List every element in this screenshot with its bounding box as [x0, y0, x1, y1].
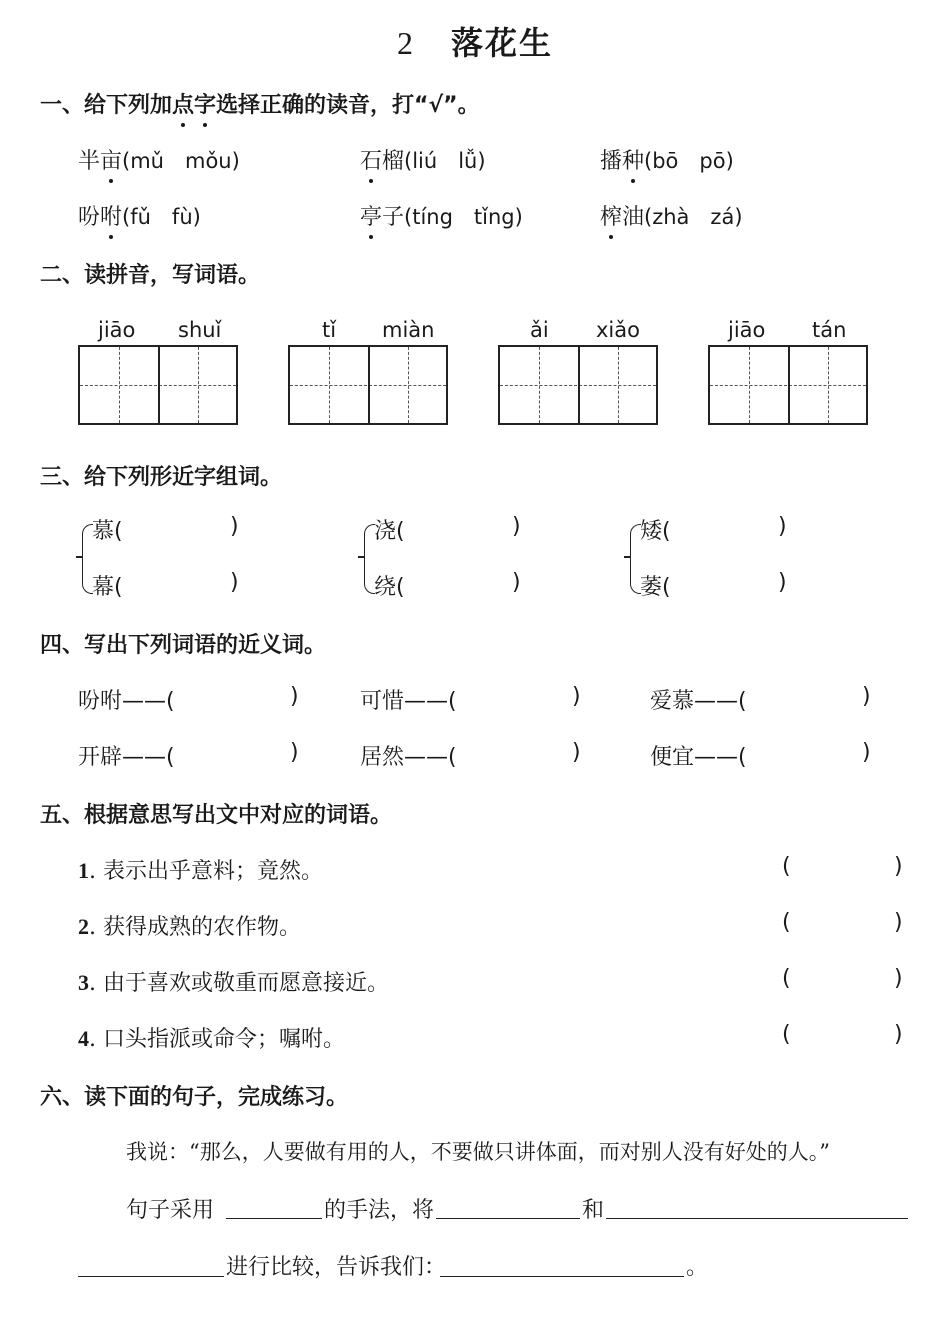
fill-text: 。	[686, 1255, 709, 1280]
fill-text: 进行比较，告诉我们：	[226, 1255, 447, 1280]
page-title	[0, 18, 950, 64]
pinyin-label: miàn	[382, 318, 435, 342]
definition-item	[78, 1022, 345, 1053]
section-2-heading: 二、读拼音，写词语。	[40, 263, 261, 288]
synonym-item: 开辟——(	[78, 745, 175, 770]
lesson-title: 落花生	[450, 24, 553, 62]
pinyin-options: (bō pō)	[644, 149, 734, 173]
reading-item[interactable]	[360, 144, 486, 175]
quote-sentence: 我说：“那么，人要做有用的人，不要做只讲体面，而对别人没有好处的人。”	[126, 1140, 830, 1164]
writing-grid[interactable]	[708, 345, 868, 425]
item-char: 播	[600, 149, 623, 174]
dotted-char: 榨	[600, 200, 622, 231]
open-paren: (	[782, 854, 791, 879]
item-char: 子	[382, 205, 405, 230]
answer-blank[interactable]	[78, 1276, 224, 1277]
pinyin-label: tán	[812, 318, 847, 342]
word-group-bottom: 绕(	[374, 575, 405, 600]
item-number: 4	[78, 1026, 89, 1051]
open-paren: (	[782, 1022, 791, 1047]
item-text: . 口头指派或命令；嘱咐。	[89, 1027, 345, 1052]
s1-heading-dot-char-1: 点	[172, 88, 194, 119]
close-paren: )	[894, 854, 903, 879]
close-paren: )	[230, 570, 239, 595]
item-char: 榴	[382, 149, 405, 174]
word-group-top: 浇(	[374, 519, 405, 544]
s1-heading-part-b: 选择正确的读音，打“√”。	[216, 93, 480, 118]
item-number: 3	[78, 970, 89, 995]
close-paren: )	[290, 740, 299, 765]
close-paren: )	[862, 740, 871, 765]
close-paren: )	[778, 514, 787, 539]
section-5-heading: 五、根据意思写出文中对应的词语。	[40, 803, 393, 828]
section-6-heading: 六、读下面的句子，完成练习。	[40, 1085, 349, 1110]
synonym-item: 便宜——(	[650, 745, 747, 770]
synonym-item: 爱慕——(	[650, 689, 747, 714]
section-3-heading: 三、给下列形近字组词。	[40, 465, 283, 490]
pinyin-options: (fǔ fù)	[122, 205, 201, 229]
pinyin-options: (tíng tǐng)	[404, 205, 523, 229]
item-text: . 表示出乎意料；竟然。	[89, 859, 323, 884]
s1-heading-part-a: 一、给下列加	[40, 93, 173, 118]
dotted-char: 咐	[100, 200, 122, 231]
dotted-char: 石	[360, 144, 382, 175]
close-paren: )	[512, 570, 521, 595]
fill-text: 的手法，将	[324, 1198, 435, 1223]
section-4-heading: 四、写出下列词语的近义词。	[40, 633, 327, 658]
reading-item[interactable]	[78, 144, 240, 175]
pinyin-label: ǎi	[530, 318, 549, 342]
close-paren: )	[894, 1022, 903, 1047]
pinyin-options: (liú lǚ)	[404, 149, 486, 173]
open-paren: (	[782, 966, 791, 991]
synonym-item: 可惜——(	[360, 689, 457, 714]
synonym-item: 吩咐——(	[78, 689, 175, 714]
pinyin-label: shuǐ	[178, 318, 222, 342]
word-group-bottom: 萎(	[640, 575, 671, 600]
writing-grid[interactable]	[288, 345, 448, 425]
close-paren: )	[778, 570, 787, 595]
writing-grid[interactable]	[78, 345, 238, 425]
definition-item	[78, 910, 301, 941]
section-1-heading	[40, 88, 480, 119]
pinyin-label: jiāo	[98, 318, 136, 342]
answer-blank[interactable]	[436, 1218, 580, 1219]
close-paren: )	[290, 684, 299, 709]
lesson-number: 2	[396, 25, 415, 61]
definition-item	[78, 966, 389, 997]
dotted-char: 亭	[360, 200, 382, 231]
close-paren: )	[512, 514, 521, 539]
item-char: 吩	[78, 205, 101, 230]
item-char: 油	[622, 205, 645, 230]
item-number: 2	[78, 914, 89, 939]
answer-blank[interactable]	[440, 1276, 684, 1277]
reading-item[interactable]	[360, 200, 523, 231]
reading-item[interactable]	[600, 200, 743, 231]
close-paren: )	[862, 684, 871, 709]
pinyin-label: jiāo	[728, 318, 766, 342]
close-paren: )	[572, 740, 581, 765]
dotted-char: 种	[622, 144, 644, 175]
item-text: . 获得成熟的农作物。	[89, 915, 301, 940]
dotted-char: 亩	[100, 144, 122, 175]
item-text: . 由于喜欢或敬重而愿意接近。	[89, 971, 389, 996]
item-number: 1	[78, 858, 89, 883]
word-group-bottom: 幕(	[92, 575, 123, 600]
close-paren: )	[894, 966, 903, 991]
pinyin-options: (zhà zá)	[644, 205, 743, 229]
reading-item[interactable]	[600, 144, 734, 175]
synonym-item: 居然——(	[360, 745, 457, 770]
reading-item[interactable]	[78, 200, 201, 231]
open-paren: (	[782, 910, 791, 935]
pinyin-options: (mǔ mǒu)	[122, 149, 240, 173]
word-group-top: 矮(	[640, 519, 671, 544]
item-char: 半	[78, 149, 101, 174]
pinyin-label: tǐ	[322, 318, 337, 342]
s1-heading-dot-char-2: 字	[194, 88, 216, 119]
answer-blank[interactable]	[226, 1218, 322, 1219]
word-group-top: 慕(	[92, 519, 123, 544]
close-paren: )	[230, 514, 239, 539]
pinyin-label: xiǎo	[596, 318, 640, 342]
close-paren: )	[572, 684, 581, 709]
close-paren: )	[894, 910, 903, 935]
answer-blank[interactable]	[606, 1218, 908, 1219]
writing-grid[interactable]	[498, 345, 658, 425]
fill-text: 和	[582, 1198, 605, 1223]
definition-item	[78, 854, 323, 885]
fill-text: 句子采用	[126, 1198, 215, 1223]
